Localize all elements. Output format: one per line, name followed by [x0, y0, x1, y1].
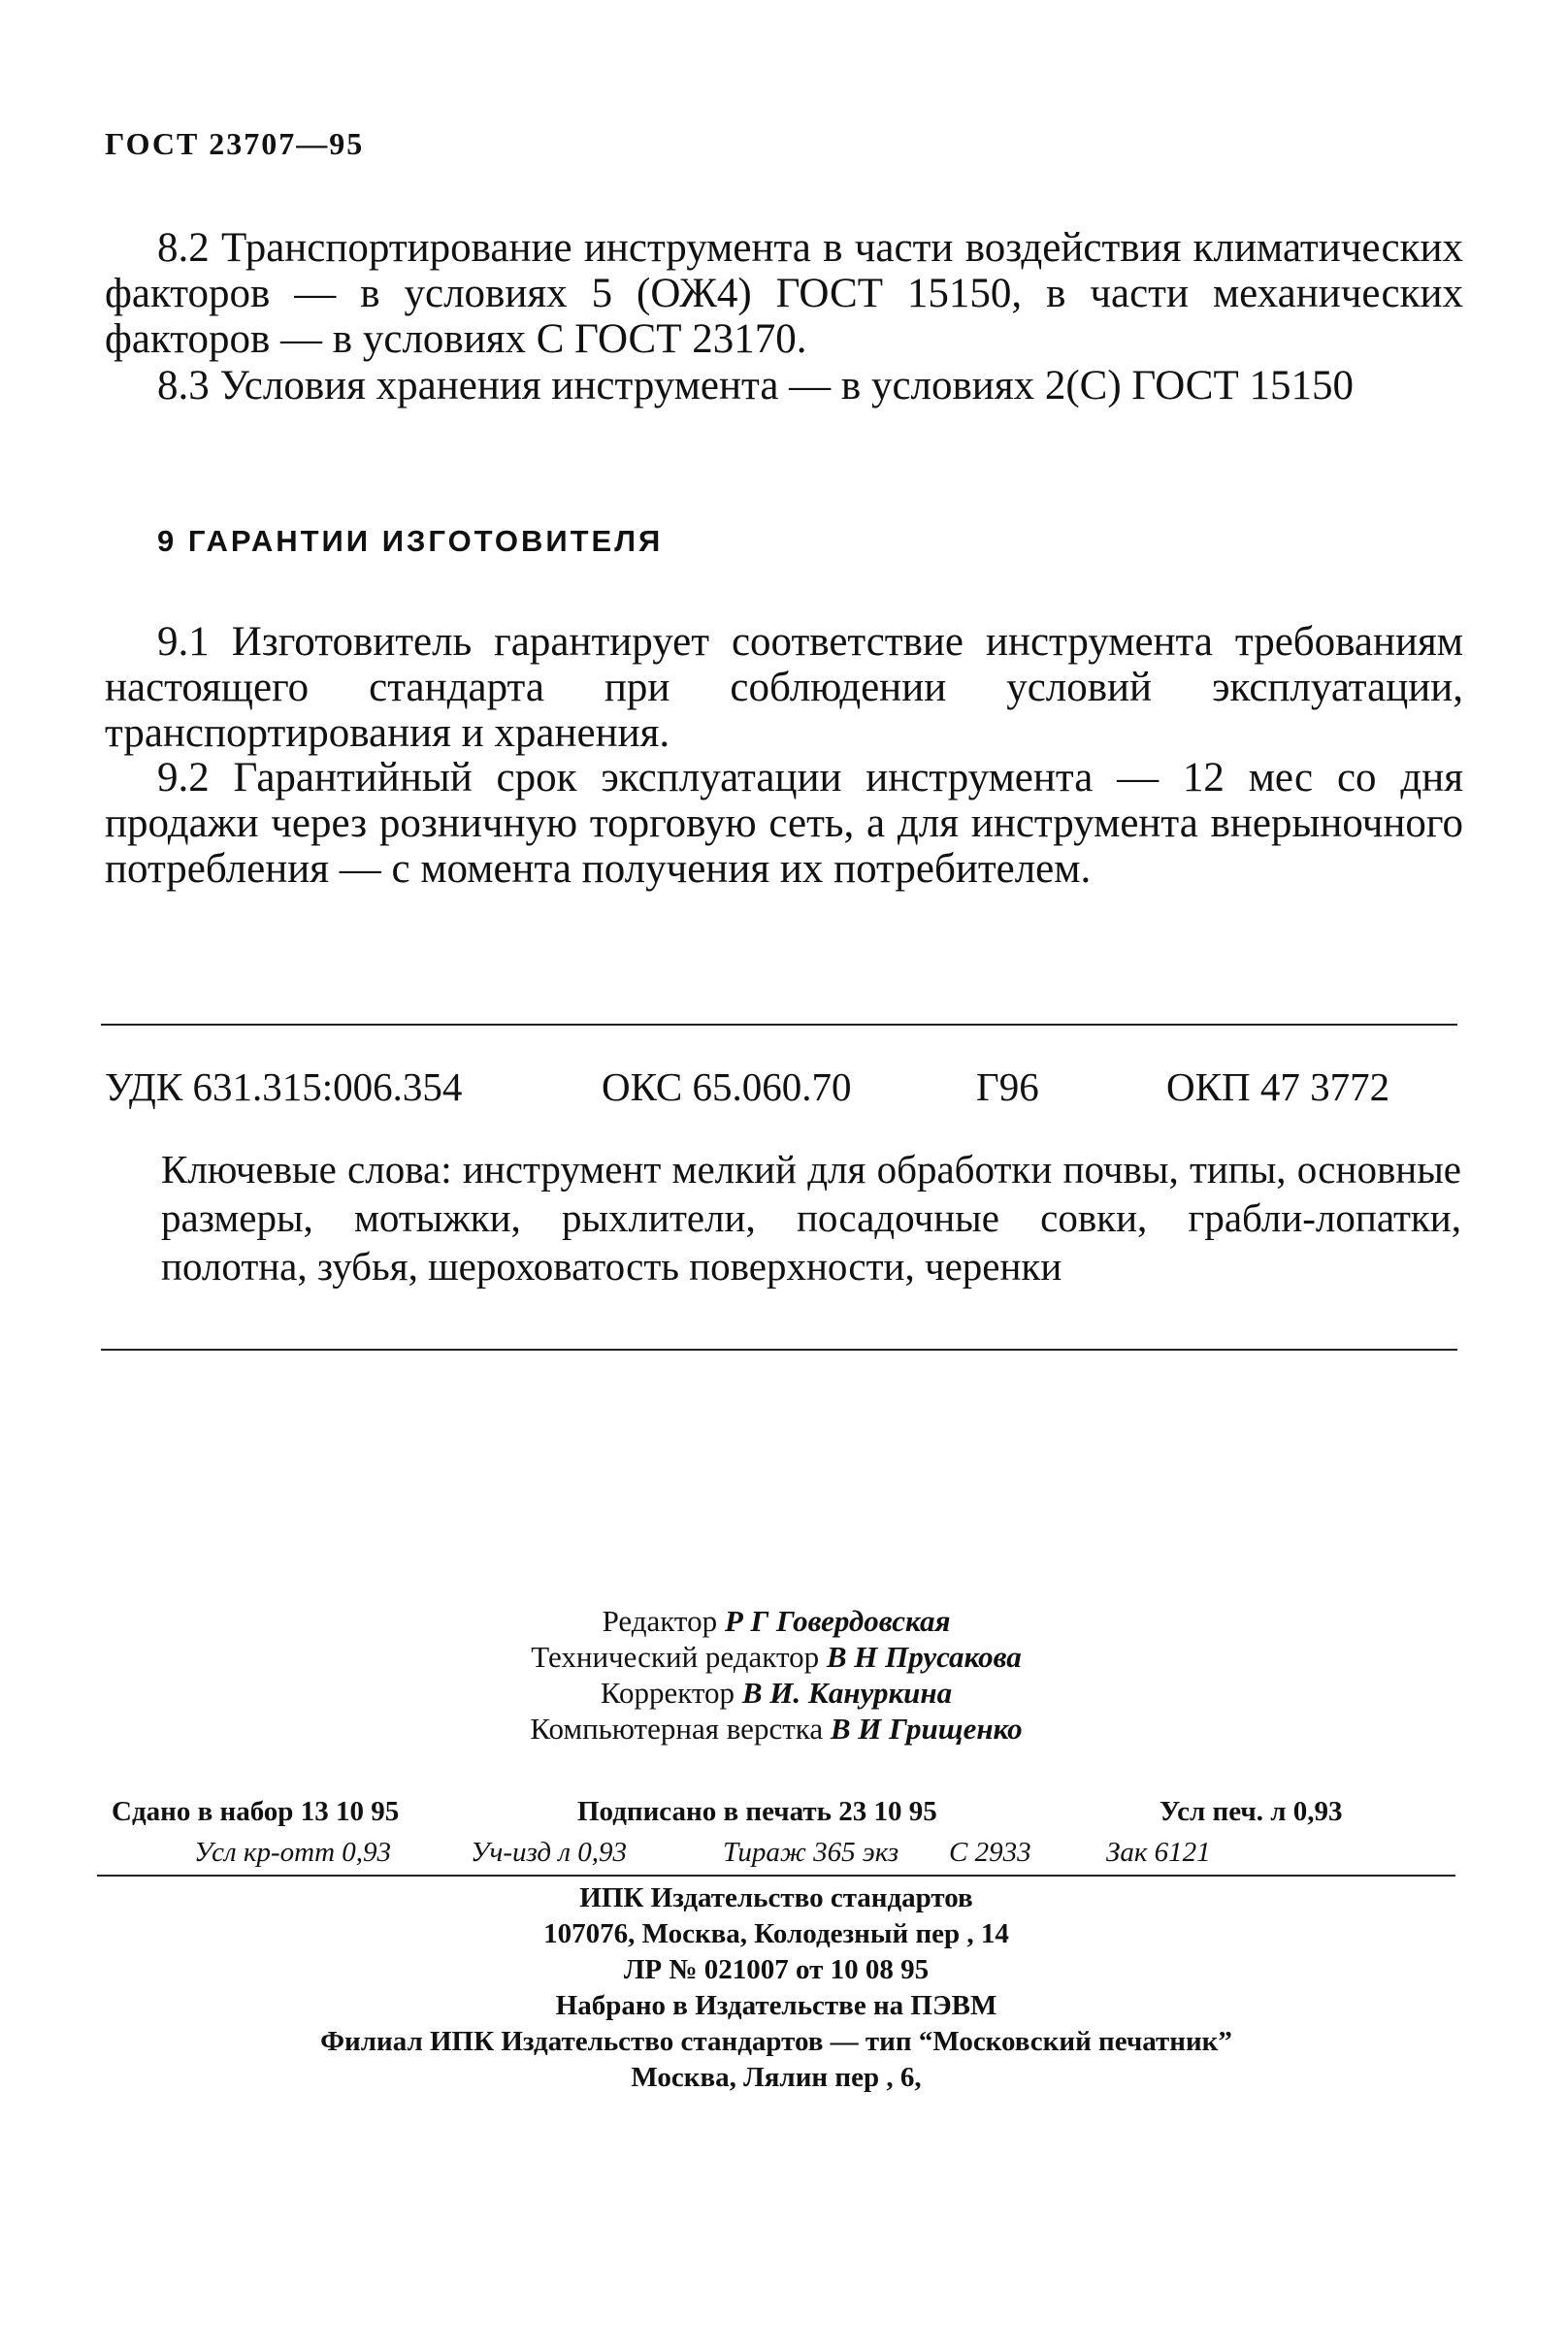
print-sheets: Усл печ. л 0,93 — [1160, 1796, 1343, 1827]
publisher-line-6: Москва, Лялин пер , 6, — [631, 2062, 922, 2093]
divider-imprint — [97, 1875, 1455, 1877]
paragraph-9-2-text: 9.2 Гарантийный срок эксплуатации инструмента — 12 мес со дня продажи через розничную торговую сеть, а для инструмента внерыночного потребления — с момента получения их потребителем. — [105, 755, 1463, 892]
order-number: Зак 6121 — [1106, 1837, 1211, 1868]
editor-name: Р Г Говердовская — [724, 1604, 951, 1638]
credit-tech-editor — [291, 1639, 1261, 1675]
tech-editor-name: В Н Прусакова — [826, 1640, 1022, 1674]
publisher-line-5: Филиал ИПК Издательство стандартов — тип “Московский печатник” — [320, 2026, 1232, 2057]
sent-to-set: Сдано в набор 13 10 95 — [112, 1796, 400, 1827]
order-c: С 2933 — [949, 1837, 1031, 1868]
udk-code: УДК 631.315:006.354 — [105, 1064, 463, 1109]
paragraph-8-3 — [105, 363, 1463, 408]
color-prints: Усл кр-отт 0,93 — [194, 1837, 392, 1868]
paragraph-8-3-text: 8.3 Условия хранения инструмента — в условиях 2(С) ГОСТ 15150 — [157, 363, 1354, 408]
oks-code: ОКС 65.060.70 — [602, 1064, 852, 1109]
credit-editor — [291, 1603, 1261, 1639]
layout-label: Компьютерная верстка — [530, 1712, 824, 1746]
paragraph-9-1 — [105, 619, 1463, 756]
paragraph-9-2 — [105, 755, 1463, 892]
credits-block — [291, 1603, 1261, 1747]
divider-top — [101, 1024, 1457, 1026]
signed-to-print: Подписано в печать 23 10 95 — [577, 1796, 937, 1827]
section-9-title: 9 ГАРАНТИИ ИЗГОТОВИТЕЛЯ — [157, 524, 664, 558]
editor-label: Редактор — [602, 1604, 718, 1638]
corrector-name: В И. Кануркина — [741, 1676, 953, 1710]
circulation: Тираж 365 экз — [723, 1837, 899, 1868]
pub-sheets: Уч-изд л 0,93 — [471, 1837, 628, 1868]
publisher-line-2: 107076, Москва, Колодезный пер , 14 — [543, 1918, 1009, 1949]
document-code-header: ГОСТ 23707—95 — [105, 126, 365, 161]
publisher-line-4: Набрано в Издательстве на ПЭВМ — [555, 1990, 997, 2021]
publisher-line-3: ЛР № 021007 от 10 08 95 — [623, 1954, 930, 1985]
credit-layout — [291, 1711, 1261, 1747]
keywords: Ключевые слова: инструмент мелкий для обработки почвы, типы, основные размеры, мотыжки, рыхлители, посадочные совки, грабли-лопатки, полотна, зубья, шероховатость поверхности, черенки — [161, 1147, 1461, 1289]
layout-name: В И Грищенко — [830, 1712, 1023, 1746]
divider-bottom — [101, 1349, 1457, 1351]
credit-corrector — [291, 1675, 1261, 1711]
paragraph-8-2 — [105, 225, 1463, 362]
corrector-label: Корректор — [600, 1676, 735, 1710]
publisher-line-1: ИПК Издательство стандартов — [579, 1882, 973, 1913]
tech-editor-label: Технический редактор — [531, 1640, 820, 1674]
paragraph-9-1-text: 9.1 Изготовитель гарантирует соответствие инструмента требованиям настоящего стандарта при соблюдении условий эксплуатации, транспортирования и хранения. — [105, 619, 1463, 756]
group-code: Г96 — [976, 1064, 1039, 1109]
okp-code: ОКП 47 3772 — [1166, 1064, 1390, 1109]
publisher-block — [194, 1880, 1358, 2096]
paragraph-8-2-text: 8.2 Транспортирование инструмента в части воздействия климатических факторов — в условиях 5 (ОЖ4) ГОСТ 15150, в части механических факторов — в условиях С ГОСТ 23170. — [105, 225, 1463, 362]
